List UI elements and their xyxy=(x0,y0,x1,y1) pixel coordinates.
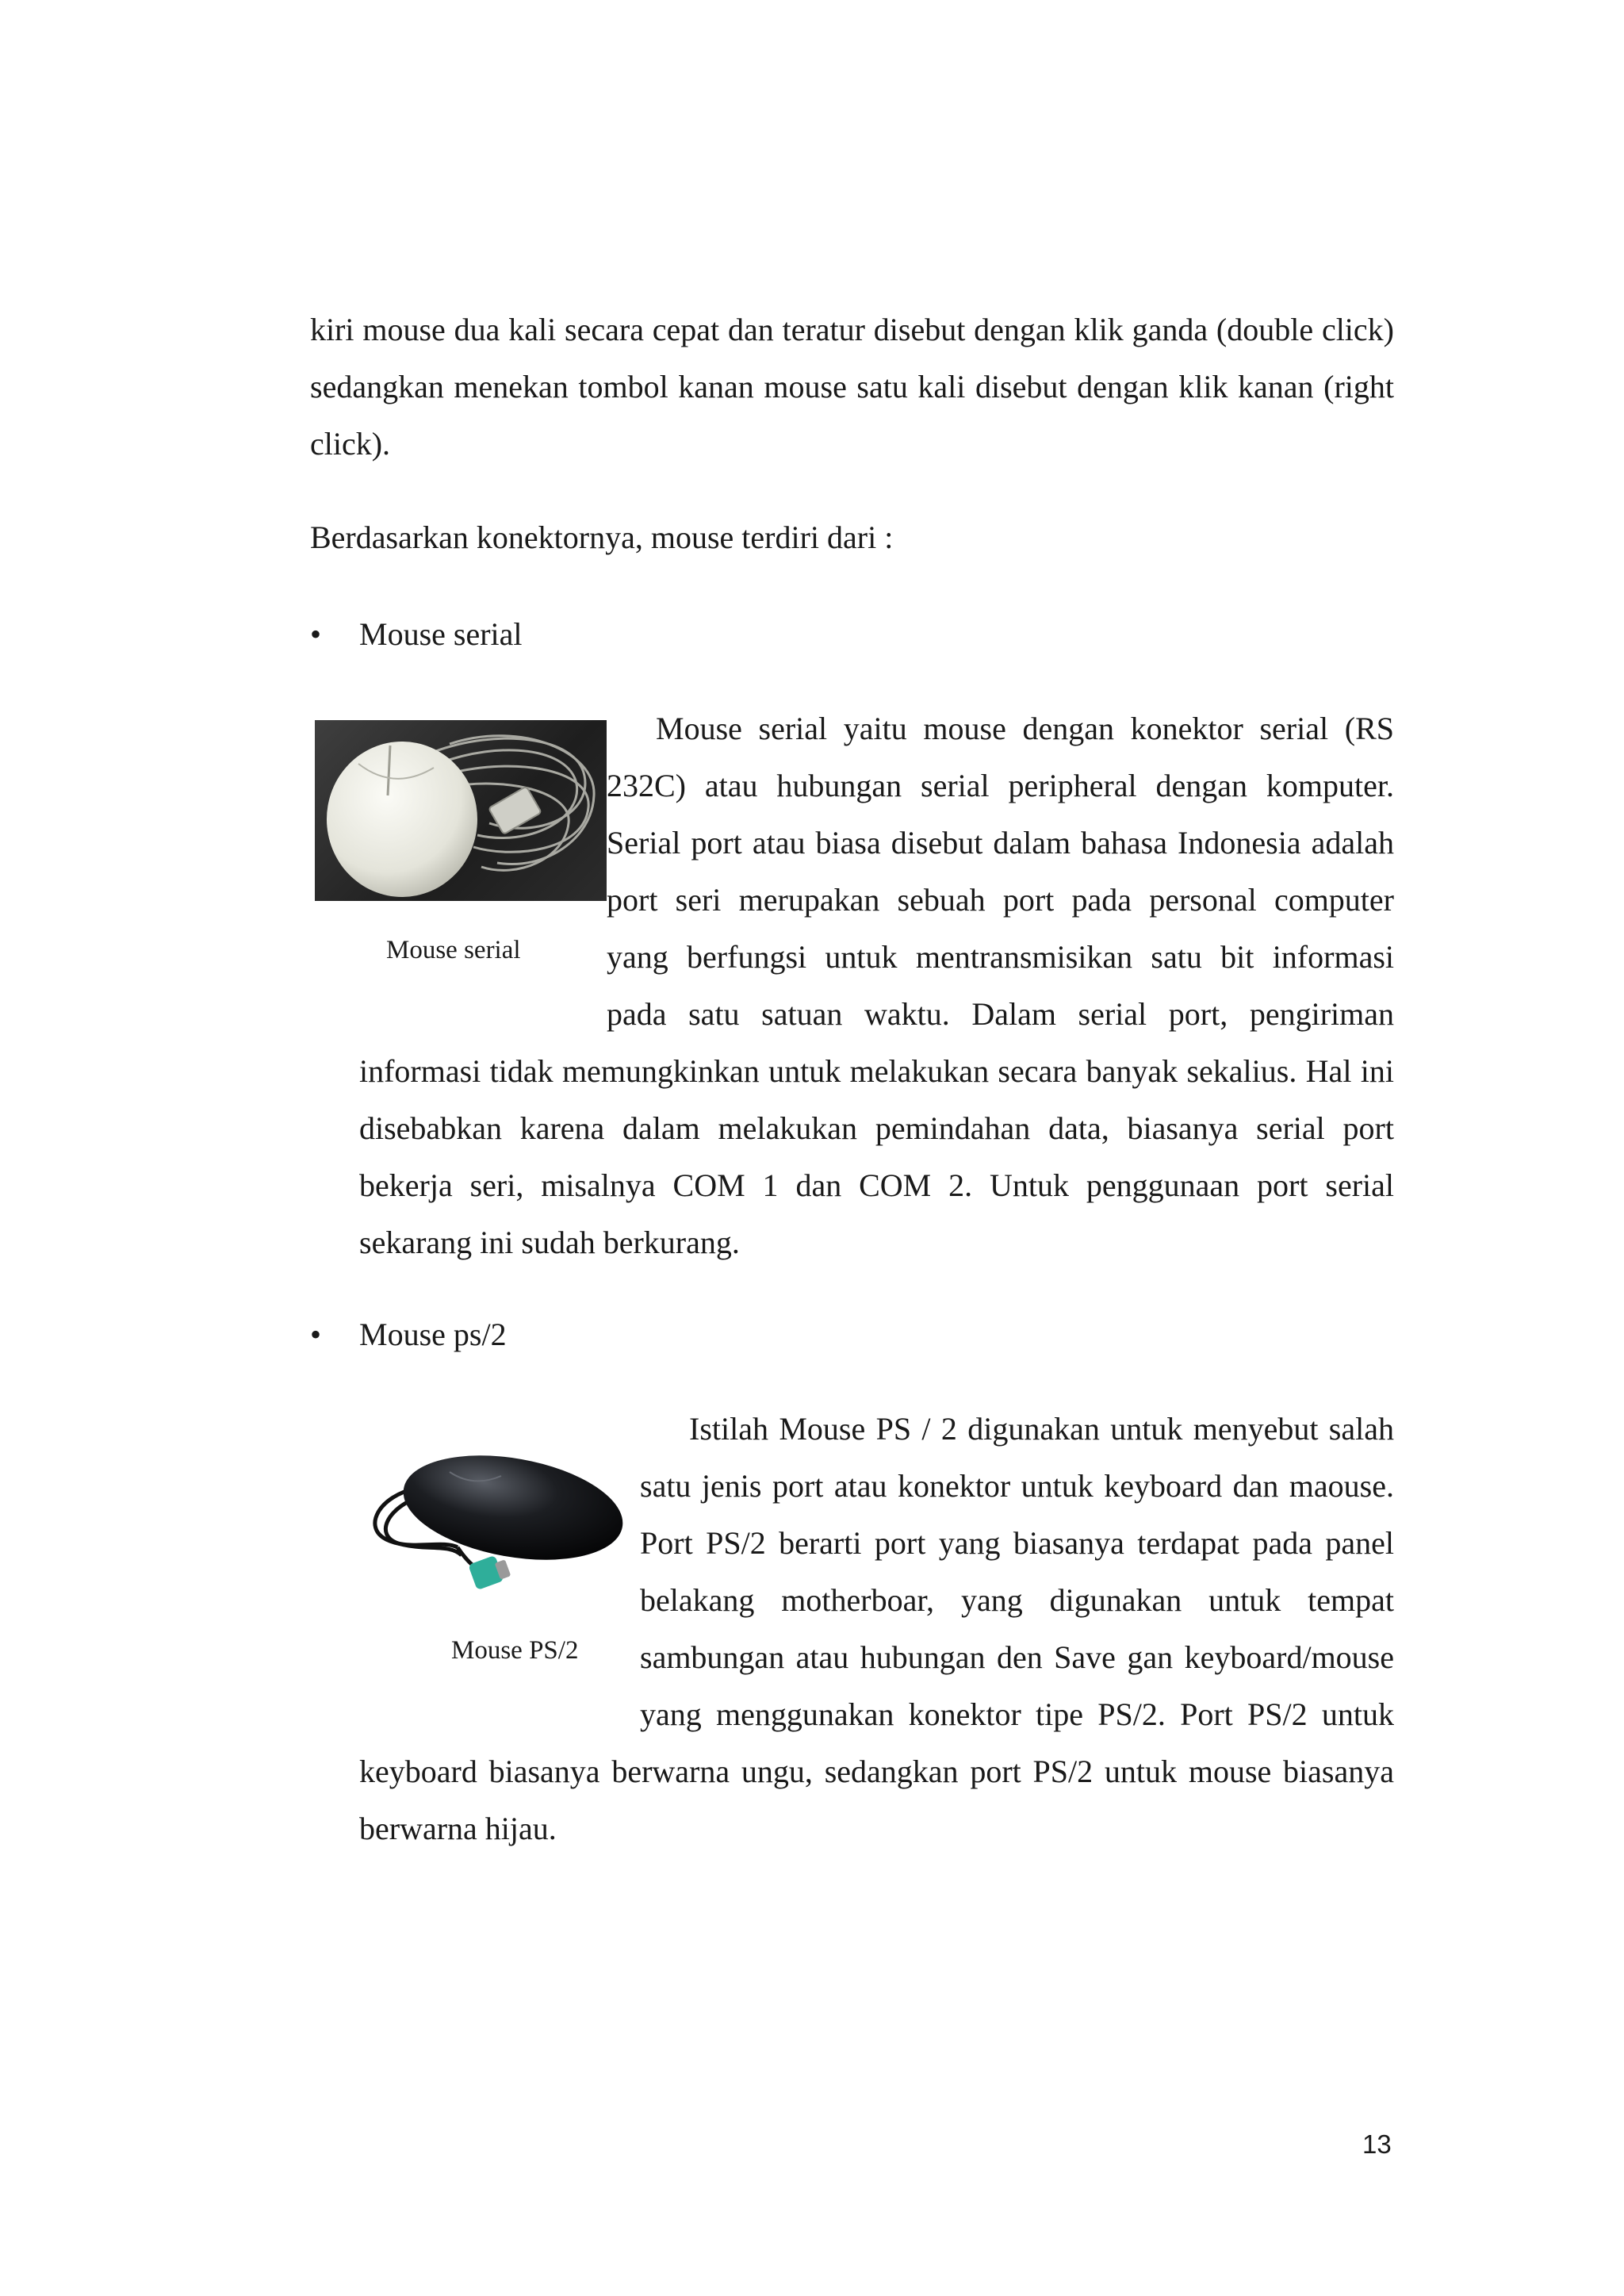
black-ps2-mouse-photo xyxy=(362,1440,640,1591)
serial-mouse-illustration xyxy=(315,720,607,901)
bullet-mouse-ps2 xyxy=(310,1306,786,1363)
bullet-dot: • xyxy=(310,616,322,652)
intro-paragraph: kiri mouse dua kali secara cepat dan teratur disebut dengan klik ganda (double click) sedangkan menekan tombol kanan mouse satu kali disebut dengan klik kanan (right click). xyxy=(310,312,1394,462)
section-body: Mouse serial yaitu mouse dengan konektor serial (RS 232C) atau hubungan serial peripheral dengan komputer. Serial port atau biasa disebut dalam bahasa Indonesia adalah port seri merupakan sebuah port pada personal computer yang berfungsi untuk mentransmisikan satu bit informasi pada satu satuan waktu. Dalam serial port, pengiriman informasi tidak memungkinkan untuk melakukan secara banyak sekalius. Hal ini disebabkan karena dalam melakukan pemindahan data, biasanya serial port bekerja seri, misalnya COM 1 dan COM 2. Untuk penggunaan port serial sekarang ini sudah berkurang. xyxy=(359,711,1394,1260)
figure-mouse-serial xyxy=(315,700,607,1000)
figure-caption: Mouse serial xyxy=(386,936,521,964)
section-body: Istilah Mouse PS / 2 digunakan untuk menyebut salah satu jenis port atau konektor untuk keyboard dan maouse. Port PS/2 berarti port yang biasanya terdapat pada panel belakang motherboar, yang digunakan untuk tempat sambungan atau hubungan den Save gan keyboard/mouse yang menggunakan konektor tipe PS/2. Port PS/2 untuk keyboard biasanya berwarna ungu, sedangkan port PS/2 untuk mouse biasanya berwarna hijau. xyxy=(359,1411,1394,1846)
bullet-heading: Mouse ps/2 xyxy=(359,1317,507,1352)
figure-caption: Mouse PS/2 xyxy=(451,1636,579,1665)
section-mouse-serial xyxy=(359,700,1394,1271)
section-mouse-ps2 xyxy=(359,1401,1394,1857)
figure-mouse-ps2 xyxy=(315,1401,640,1700)
bullet-heading: Mouse serial xyxy=(359,616,523,652)
connector-intro-paragraph: Berdasarkan konektornya, mouse terdiri dari : xyxy=(310,519,894,555)
bullet-mouse-serial xyxy=(310,606,786,663)
page-number: 13 xyxy=(1362,2129,1392,2159)
white-serial-mouse-photo xyxy=(315,720,607,901)
ps2-mouse-illustration xyxy=(362,1440,640,1591)
bullet-dot: • xyxy=(310,1317,322,1352)
